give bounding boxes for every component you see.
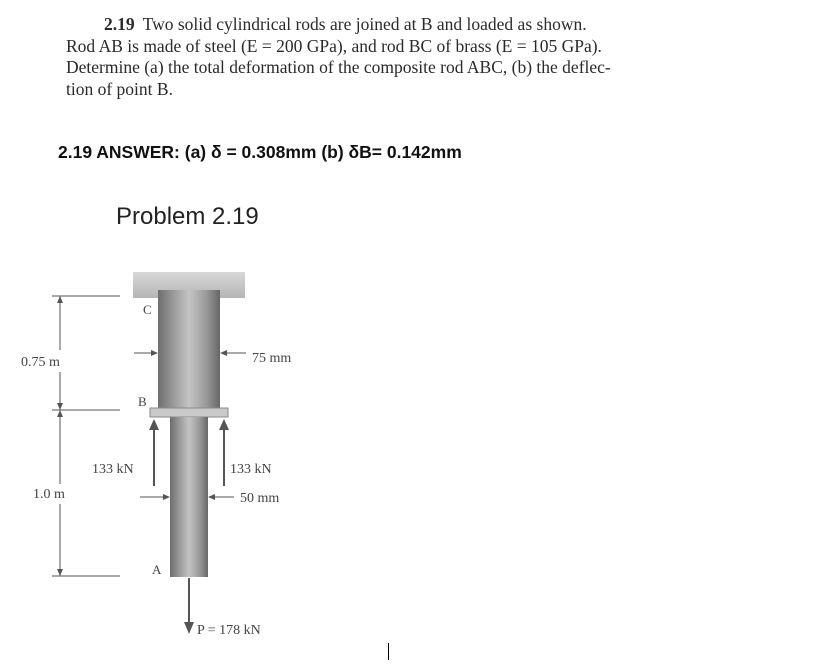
label-b: B <box>138 394 147 409</box>
label-c: C <box>143 302 152 317</box>
force-arrow-left <box>149 419 159 486</box>
rod-bc <box>158 290 220 410</box>
force-arrow-right <box>219 419 229 486</box>
length-dimension-lines <box>52 296 120 576</box>
problem-line-2: Rod AB is made of steel (E = 200 GPa), and rod BC of brass (E = 105 GPa). <box>66 35 602 56</box>
label-length-bc: 0.75 m <box>21 355 60 370</box>
text-cursor <box>388 643 389 660</box>
label-length-ab: 1.0 m <box>33 487 65 502</box>
label-load-p: P = 178 kN <box>197 623 261 638</box>
load-arrow-p <box>184 578 194 634</box>
label-force-left: 133 kN <box>92 462 134 477</box>
label-force-right: 133 kN <box>230 462 272 477</box>
rod-ab <box>170 417 208 577</box>
collar-b <box>150 408 228 417</box>
problem-line-1-text: Two solid cylindrical rods are joined at B and loaded as shown. <box>142 14 587 34</box>
figure-title: Problem 2.19 <box>116 203 259 230</box>
label-diameter-ab: 50 mm <box>240 491 280 506</box>
label-diameter-bc: 75 mm <box>252 351 292 366</box>
problem-line-4: tion of point B. <box>66 78 173 99</box>
problem-line-3: Determine (a) the total deformation of the composite rod ABC, (b) the deflec- <box>66 57 611 77</box>
answer-line: 2.19 ANSWER: (a) δ = 0.308mm (b) δB= 0.142mm <box>58 142 462 162</box>
problem-number: 2.19 <box>104 14 135 34</box>
label-a: A <box>152 562 162 577</box>
